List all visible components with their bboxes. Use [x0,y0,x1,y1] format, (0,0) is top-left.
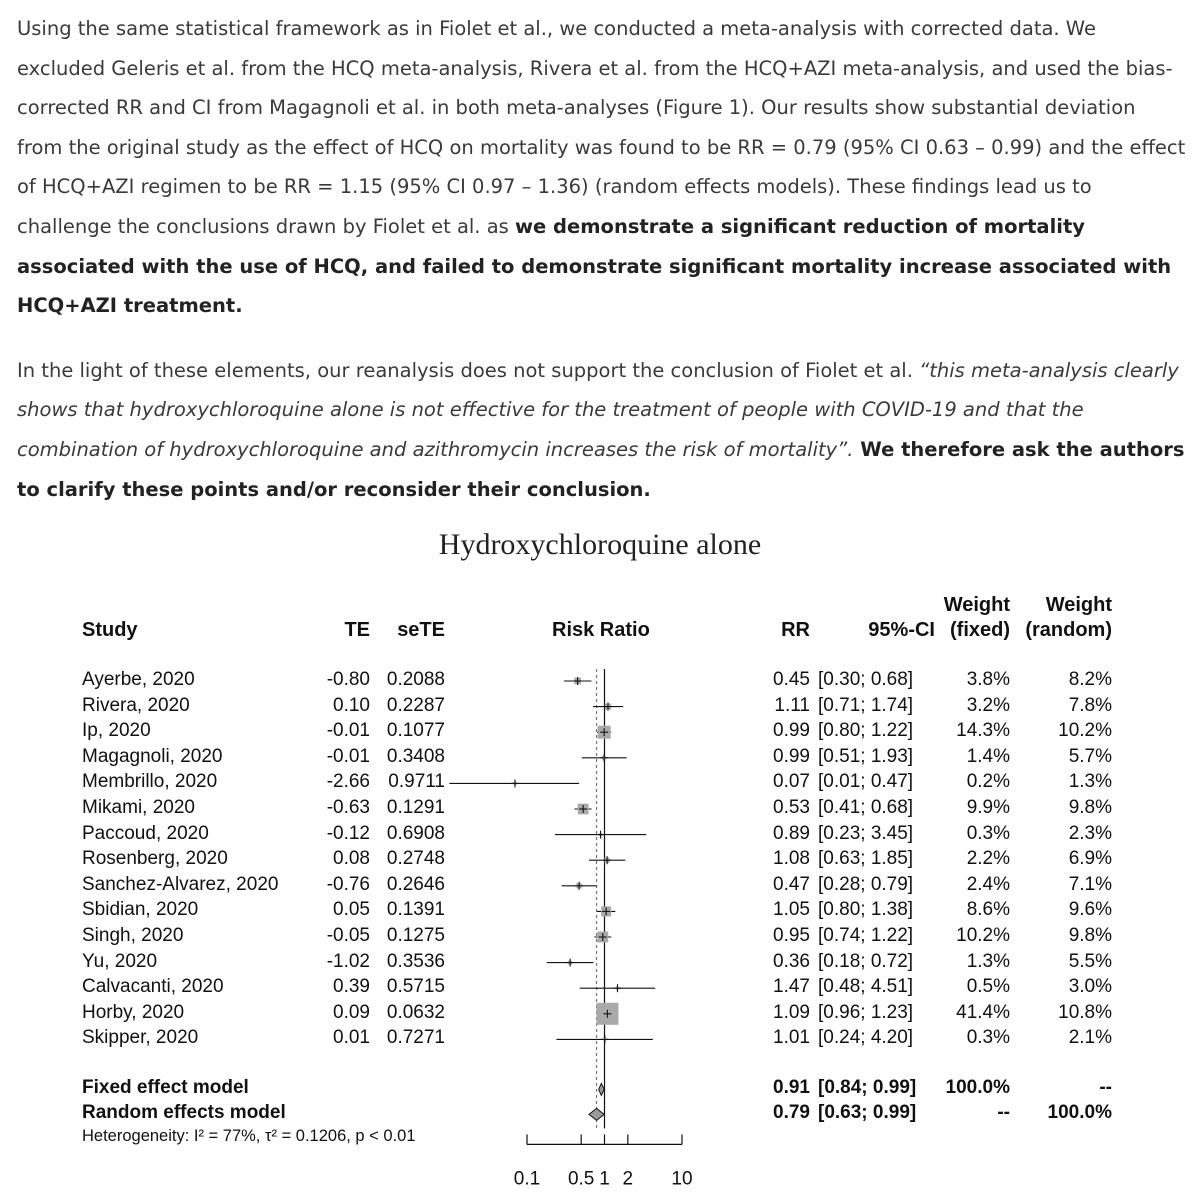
study-te: 0.09 [333,1001,370,1023]
study-name: Rosenberg, 2020 [82,848,228,870]
study-weight-fixed: 0.3% [966,822,1010,844]
study-weight-random: 2.1% [1068,1027,1112,1049]
paragraph-1-bold: we demonstrate a significant reduction of mortality associated with the use of HCQ, and failed to demonstrate significant mortality increase associated with HCQ+AZI treatment. [17,214,1172,318]
study-weight-random: 5.7% [1068,745,1112,767]
study-rr: 0.53 [773,797,810,818]
paragraph-2-text: In the light of these elements, our reanalysis does not support the conclusion of Fiolet et al. [17,358,920,382]
study-te: -2.66 [326,771,370,793]
study-ci: [0.71; 1.74] [818,694,914,716]
study-te: -0.12 [326,822,370,844]
study-weight-fixed: 0.5% [966,976,1010,998]
paragraph-2 [17,351,1187,509]
study-ci: [0.28; 0.79] [818,873,914,895]
study-weight-random: 7.8% [1068,694,1112,716]
model-weight-random: -- [1099,1077,1112,1099]
study-rr: 1.01 [773,1027,810,1049]
study-te: -0.01 [326,745,370,767]
study-weight-random: 9.6% [1068,899,1112,921]
study-weight-fixed: 0.2% [966,771,1010,793]
x-tick-label: 10 [671,1168,693,1190]
header-te: TE [344,619,370,641]
study-name: Mikami, 2020 [82,797,195,818]
x-tick-label: 0.1 [513,1168,541,1190]
study-weight-random: 9.8% [1068,925,1112,946]
study-rr: 0.36 [773,950,810,972]
header-sete: seTE [397,619,445,641]
study-weight-fixed: 14.3% [956,720,1010,742]
study-ci: [0.63; 1.85] [818,848,914,870]
study-name: Ayerbe, 2020 [82,669,195,690]
study-te: -0.76 [326,873,370,895]
pooled-diamond [599,1083,605,1095]
study-rr: 1.09 [773,1001,810,1023]
study-sete: 0.3408 [386,745,445,767]
header-weight-fixed: (fixed) [950,619,1010,641]
study-ci: [0.48; 4.51] [818,976,914,998]
study-te: -0.63 [326,797,370,818]
study-sete: 0.9711 [388,771,445,793]
random-effects-label: Random effects model [82,1102,286,1124]
study-name: Skipper, 2020 [82,1027,199,1049]
figure-title: Hydroxychloroquine alone [438,528,762,561]
forest-plot [0,585,1200,1200]
model-weight-fixed: -- [997,1102,1010,1124]
study-weight-random: 2.3% [1068,822,1112,844]
study-weight-random: 6.9% [1068,848,1112,870]
study-te: -0.80 [326,669,370,690]
study-ci: [0.80; 1.38] [818,899,914,921]
paragraph-1 [17,0,1187,326]
study-te: 0.10 [333,694,370,716]
study-rr: 1.05 [773,899,810,921]
study-te: 0.08 [333,848,370,870]
study-te: -0.01 [326,720,370,742]
model-rr: 0.79 [773,1102,810,1124]
study-weight-fixed: 3.2% [966,694,1010,716]
study-ci: [0.80; 1.22] [818,720,914,742]
model-ci: [0.84; 0.99] [818,1077,917,1099]
study-name: Magagnoli, 2020 [82,745,223,767]
study-rr: 0.95 [773,925,810,946]
study-sete: 0.2646 [386,873,445,895]
study-sete: 0.2748 [386,848,445,870]
study-weight-random: 10.2% [1058,720,1112,742]
study-te: 0.01 [333,1027,370,1049]
paragraph-1-text: Using the same statistical framework as in Fiolet et al., we conducted a meta-analysis with corrected data. We excluded Geleris et al. from the HCQ meta-analysis, Rivera et al. from the HCQ+AZI meta-analysis, and used the bias-corrected RR and CI from Magagnoli et al. in both meta-analyses (Figure 1). Our results show substantial deviation from the original study as the effect of HCQ on mortality was found to be RR = 0.79 (95% CI 0.63 – 0.99) and the effect of HCQ+AZI regimen to be RR = 1.15 (95% CI 0.97 – 1.36) (random effects models). These findings lead us to challenge the conclusions drawn by Fiolet et al. as [17,17,1186,238]
study-weight-fixed: 1.3% [966,950,1010,972]
study-rr: 0.89 [773,822,810,844]
study-rr: 1.11 [774,694,810,716]
study-name: Paccoud, 2020 [82,822,209,844]
study-weight-fixed: 41.4% [956,1001,1010,1023]
study-weight-fixed: 0.3% [966,1027,1010,1049]
study-weight-random: 10.8% [1058,1001,1112,1023]
study-rr: 0.47 [773,873,810,895]
study-name: Calvacanti, 2020 [82,976,224,998]
study-ci: [0.01; 0.47] [818,771,914,793]
model-weight-random: 100.0% [1047,1102,1112,1124]
header-ci: 95%-CI [868,619,935,641]
study-sete: 0.1077 [386,720,445,742]
study-weight-fixed: 8.6% [966,899,1010,921]
study-ci: [0.41; 0.68] [818,797,914,818]
study-weight-random: 9.8% [1068,797,1112,818]
study-weight-fixed: 10.2% [956,925,1010,946]
header-risk-ratio: Risk Ratio [552,619,650,641]
study-ci: [0.51; 1.93] [818,745,914,767]
study-weight-random: 3.0% [1068,976,1112,998]
model-ci: [0.63; 0.99] [818,1102,917,1124]
study-name: Membrillo, 2020 [82,771,218,793]
study-te: 0.05 [333,899,370,921]
study-weight-fixed: 1.4% [966,745,1010,767]
study-sete: 0.3536 [386,950,445,972]
study-sete: 0.1291 [386,797,445,818]
header-weight-random: (random) [1025,619,1112,641]
study-sete: 0.6908 [386,822,445,844]
study-weight-random: 8.2% [1068,669,1112,690]
x-tick-label: 2 [622,1168,634,1190]
study-rr: 0.07 [773,771,810,793]
study-ci: [0.18; 0.72] [818,950,914,972]
study-name: Ip, 2020 [82,720,151,742]
study-rr: 0.45 [773,669,810,690]
study-name: Yu, 2020 [82,950,158,972]
header-study: Study [82,619,138,641]
study-sete: 0.2088 [386,669,445,690]
study-rr: 0.99 [773,745,810,767]
article-text [17,0,1187,509]
pooled-diamond [589,1108,604,1120]
study-weight-random: 5.5% [1068,950,1112,972]
study-name: Sbidian, 2020 [82,899,199,921]
study-sete: 0.2287 [386,694,445,716]
study-weight-fixed: 2.2% [966,848,1010,870]
study-te: -1.02 [326,950,370,972]
model-rr: 0.91 [773,1077,810,1099]
study-rr: 0.99 [773,720,810,742]
study-sete: 0.7271 [386,1027,445,1049]
fixed-effect-label: Fixed effect model [82,1077,249,1099]
study-weight-fixed: 9.9% [966,797,1010,818]
study-name: Rivera, 2020 [82,694,190,716]
heterogeneity-text: Heterogeneity: I² = 77%, τ² = 0.1206, p < 0.01 [82,1127,416,1146]
x-tick-label: 0.5 [567,1168,595,1190]
study-sete: 0.0632 [386,1001,445,1023]
header-rr: RR [781,619,810,641]
x-tick-label: 1 [599,1168,610,1190]
study-weight-random: 7.1% [1068,873,1112,895]
study-sete: 0.1391 [386,899,445,921]
study-ci: [0.24; 4.20] [818,1027,914,1049]
study-ci: [0.23; 3.45] [818,822,914,844]
study-weight-fixed: 3.8% [966,669,1010,690]
study-weight-random: 1.3% [1068,771,1112,793]
study-rr: 1.47 [773,976,810,998]
study-name: Singh, 2020 [82,925,184,946]
study-ci: [0.30; 0.68] [818,669,914,690]
paragraph-2-bold: We therefore ask the authors to clarify these points and/or reconsider their conclusion. [17,437,1185,501]
study-weight-fixed: 2.4% [966,873,1010,895]
model-weight-fixed: 100.0% [945,1077,1010,1099]
study-sete: 0.1275 [386,925,445,946]
paragraph-2-quote: “this meta-analysis clearly shows that hydroxychloroquine alone is not effective for the treatment of people with COVID-19 and that the combination of hydroxychloroquine and azithromycin increases the risk of mortality”. [17,358,1179,461]
study-name: Sanchez-Alvarez, 2020 [82,873,279,895]
study-rr: 1.08 [773,848,810,870]
study-ci: [0.74; 1.22] [818,925,914,946]
study-te: -0.05 [326,925,370,946]
header-weight-fixed-top: Weight [943,594,1010,616]
study-ci: [0.96; 1.23] [818,1001,914,1023]
header-weight-random-top: Weight [1045,594,1112,616]
study-sete: 0.5715 [386,976,445,998]
study-name: Horby, 2020 [82,1001,185,1023]
study-te: 0.39 [333,976,370,998]
